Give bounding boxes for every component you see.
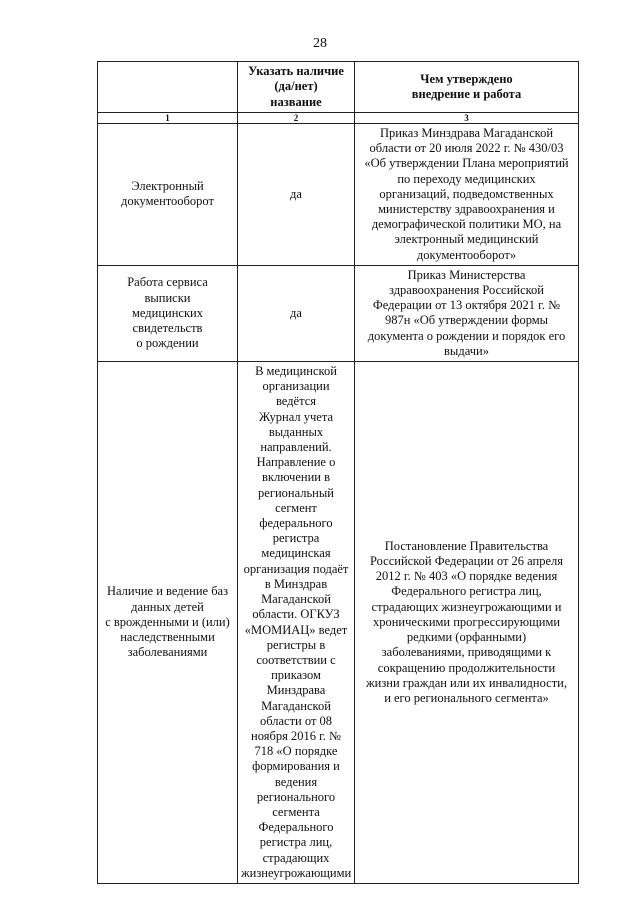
table-header-row [98, 62, 579, 113]
document-table [97, 61, 579, 884]
row-approved-by-cell: Постановление Правительства Российской Федерации от 26 апреля 2012 г. № 403 «О порядке ведения Федерального регистра лиц, страдающих жизнеугрожающими и хроническими прогрессирующими редкими (орфанными) заболеваниями, приводящими к сокращению продолжительности жизни граждан или их инвалидности, и его регионального сегмента» [355, 362, 579, 884]
table-row [98, 124, 579, 266]
header-cell-1 [98, 62, 238, 113]
table-row [98, 362, 579, 884]
column-number-3: 3 [355, 113, 579, 124]
row-name-cell: Работа сервиса выписки медицинских свидетельств о рождении [98, 265, 238, 361]
column-number-row [98, 113, 579, 124]
row-approved-by-cell: Приказ Министерства здравоохранения Российской Федерации от 13 октября 2021 г. № 987н «Об утверждении формы документа о рождении и порядок его выдачи» [355, 265, 579, 361]
row-approved-by-cell: Приказ Минздрава Магаданской области от 20 июля 2022 г. № 430/03 «Об утверждении Плана мероприятий по переходу медицинских организаций, подведомственных министерству здравоохранения и демографической политики МО, на электронный медицинский документооборот» [355, 124, 579, 266]
row-name-cell: Электронный документооборот [98, 124, 238, 266]
table-row [98, 265, 579, 361]
row-availability-cell: да [238, 265, 355, 361]
row-availability-cell: В медицинской организации ведётся Журнал учета выданных направлений. Направление о включении в региональный сегмент федерального регистра медицинская организация подаёт в Минздрав Магаданской области. ОГКУЗ «МОМИАЦ» ведет регистры в соответствии с приказом Минздрава Магаданской области от 08 ноября 2016 г. № 718 «О порядке формирования и ведения регионального сегмента Федерального регистра лиц, страдающих жизнеугрожающими [238, 362, 355, 884]
row-name-cell: Наличие и ведение баз данных детей с врожденными и (или) наследственными заболеваниями [98, 362, 238, 884]
column-number-2: 2 [238, 113, 355, 124]
column-number-1: 1 [98, 113, 238, 124]
page-number: 28 [313, 36, 327, 51]
header-cell-availability: Указать наличие (да/нет) название [238, 62, 355, 113]
header-cell-approved-by: Чем утверждено внедрение и работа [355, 62, 579, 113]
row-availability-cell: да [238, 124, 355, 266]
